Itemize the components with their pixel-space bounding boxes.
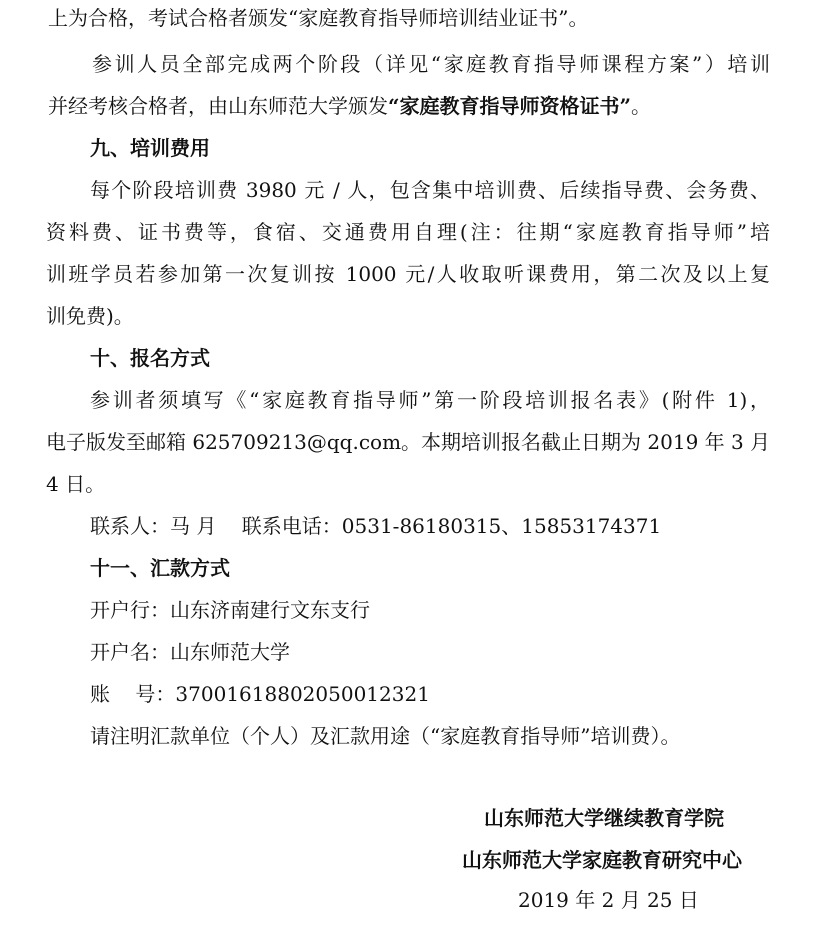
registration-line-1: 参训者须填写《“家庭教育指导师”第一阶段培训报名表》(附件 1)， bbox=[90, 388, 770, 412]
section-heading-fees: 九、培训费用 bbox=[90, 136, 210, 160]
paragraph-text: 。 bbox=[631, 94, 652, 118]
registration-line-2: 电子版发至邮箱 625709213@qq.com。本期培训报名截止日期为 2019 年 3 月 bbox=[46, 430, 771, 454]
fee-line-3: 训班学员若参加第一次复训按 1000 元/人收取听课费用，第二次及以上复 bbox=[46, 262, 770, 286]
section-heading-remittance: 十一、汇款方式 bbox=[90, 556, 230, 580]
paragraph-text: 并经考核合格者，由山东师范大学颁发 bbox=[48, 94, 388, 118]
signature-date: 2019 年 2 月 25 日 bbox=[518, 888, 699, 912]
remittance-note-line: 请注明汇款单位（个人）及汇款用途（“家庭教育指导师”培训费）。 bbox=[90, 724, 681, 748]
section-heading-registration: 十、报名方式 bbox=[90, 346, 210, 370]
fee-line-2: 资料费、证书费等，食宿、交通费用自理(注：往期“家庭教育指导师”培 bbox=[46, 220, 770, 244]
signature-org-1: 山东师范大学继续教育学院 bbox=[484, 806, 724, 830]
paragraph-line: 参训人员全部完成两个阶段（详见“家庭教育指导师课程方案”）培训 bbox=[92, 52, 770, 76]
certificate-name: “家庭教育指导师资格证书” bbox=[388, 94, 632, 118]
signature-org-2: 山东师范大学家庭教育研究中心 bbox=[462, 848, 742, 872]
fee-line-4: 训免费)。 bbox=[46, 304, 134, 328]
account-name-line: 开户名：山东师范大学 bbox=[90, 640, 290, 664]
account-number-line: 账 号：37001618802050012321 bbox=[90, 682, 430, 706]
registration-line-3: 4 日。 bbox=[46, 472, 106, 496]
contact-line: 联系人：马 月 联系电话：0531-86180315、15853174371 bbox=[90, 514, 662, 538]
certificate-line: 上为合格，考试合格者颁发“家庭教育指导师培训结业证书”。 bbox=[48, 6, 589, 30]
bank-line: 开户行：山东济南建行文东支行 bbox=[90, 598, 370, 622]
fee-line-1: 每个阶段培训费 3980 元 / 人，包含集中培训费、后续指导费、会务费、 bbox=[90, 178, 770, 202]
paragraph-line bbox=[48, 92, 651, 120]
